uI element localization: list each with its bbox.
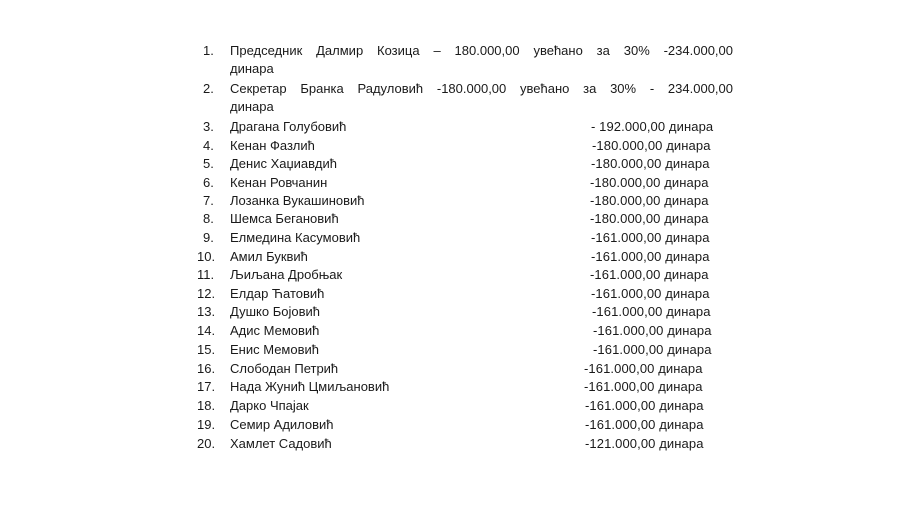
item-number: 1. — [203, 43, 214, 58]
member-name: Семир Адиловић — [230, 417, 334, 432]
member-name: Енис Мемовић — [230, 342, 319, 357]
list-item — [0, 341, 900, 361]
item-number: 12. — [197, 286, 216, 301]
member-name: Елдар Ћатовић — [230, 286, 325, 301]
list-item-continuation — [0, 60, 900, 80]
member-name: Љиљана Дробњак — [230, 267, 343, 282]
member-amount: -161.000,00 динара — [584, 361, 703, 376]
member-amount: - 192.000,00 динара — [591, 119, 714, 134]
item-number: 18. — [197, 398, 216, 413]
item-number: 11. — [197, 267, 215, 282]
list-item — [0, 137, 900, 157]
list-item — [0, 118, 900, 138]
member-name: Шемса Бегановић — [230, 211, 339, 226]
item-number: 2. — [203, 81, 214, 96]
member-amount: -161.000,00 динара — [591, 286, 710, 301]
member-name: Душко Бојовић — [230, 304, 320, 319]
item-number: 15. — [197, 342, 216, 357]
list-item-continuation — [0, 98, 900, 118]
list-item — [0, 248, 900, 268]
list-item — [0, 303, 900, 323]
item-number: 7. — [203, 193, 214, 208]
member-amount: -161.000,00 динара — [593, 342, 712, 357]
item-number: 8. — [203, 211, 214, 226]
list-item — [0, 416, 900, 436]
member-amount: -161.000,00 динара — [591, 230, 710, 245]
member-amount: -180.000,00 динара — [590, 193, 709, 208]
item-number: 13. — [197, 304, 216, 319]
member-amount: -161.000,00 динара — [593, 323, 712, 338]
item-number: 6. — [203, 175, 214, 190]
member-amount: -161.000,00 динара — [584, 379, 703, 394]
item-number: 9. — [203, 230, 214, 245]
member-amount: -121.000,00 динара — [585, 436, 704, 451]
item-number: 5. — [203, 156, 214, 171]
member-name: Лозанка Вукашиновић — [230, 193, 365, 208]
member-name: Дарко Чпајак — [230, 398, 309, 413]
member-name: Денис Хаџиавдић — [230, 156, 337, 171]
item-continuation: динара — [230, 61, 274, 76]
member-name: Нада Жунић Цмиљановић — [230, 379, 390, 394]
item-number: 3. — [203, 119, 214, 134]
member-name: Адис Мемовић — [230, 323, 320, 338]
member-amount: -180.000,00 динара — [590, 175, 709, 190]
item-text: Секретар Бранка Радуловић -180.000,00 увећано за 30% - 234.000,00 — [230, 81, 733, 96]
member-amount: -161.000,00 динара — [585, 398, 704, 413]
member-name: Кенан Ровчанин — [230, 175, 328, 190]
item-number: 17. — [197, 379, 216, 394]
member-name: Слободан Петрић — [230, 361, 339, 376]
item-text: Председник Далмир Козица – 180.000,00 увећано за 30% -234.000,00 — [230, 43, 733, 58]
list-item — [0, 435, 900, 455]
list-item — [0, 42, 900, 62]
list-item — [0, 155, 900, 175]
item-number: 19. — [197, 417, 216, 432]
list-item — [0, 378, 900, 398]
item-number: 4. — [203, 138, 214, 153]
item-number: 20. — [197, 436, 216, 451]
list-item — [0, 192, 900, 212]
list-item — [0, 285, 900, 305]
list-item — [0, 360, 900, 380]
list-item — [0, 80, 900, 100]
list-item — [0, 322, 900, 342]
member-amount: -161.000,00 динара — [590, 267, 709, 282]
member-name: Амил Буквић — [230, 249, 308, 264]
item-continuation: динара — [230, 99, 274, 114]
member-amount: -161.000,00 динара — [591, 249, 710, 264]
member-amount: -180.000,00 динара — [592, 138, 711, 153]
list-item — [0, 174, 900, 194]
item-number: 14. — [197, 323, 216, 338]
member-amount: -180.000,00 динара — [590, 211, 709, 226]
member-amount: -161.000,00 динара — [585, 417, 704, 432]
item-number: 16. — [197, 361, 216, 376]
item-number: 10. — [197, 249, 216, 264]
member-name: Хамлет Садовић — [230, 436, 332, 451]
member-name: Кенан Фазлић — [230, 138, 315, 153]
member-name: Елмедина Касумовић — [230, 230, 361, 245]
member-amount: -161.000,00 динара — [592, 304, 711, 319]
list-item — [0, 397, 900, 417]
list-item — [0, 266, 900, 286]
member-amount: -180.000,00 динара — [591, 156, 710, 171]
list-item — [0, 210, 900, 230]
list-item — [0, 229, 900, 249]
member-name: Драгана Голубовић — [230, 119, 347, 134]
